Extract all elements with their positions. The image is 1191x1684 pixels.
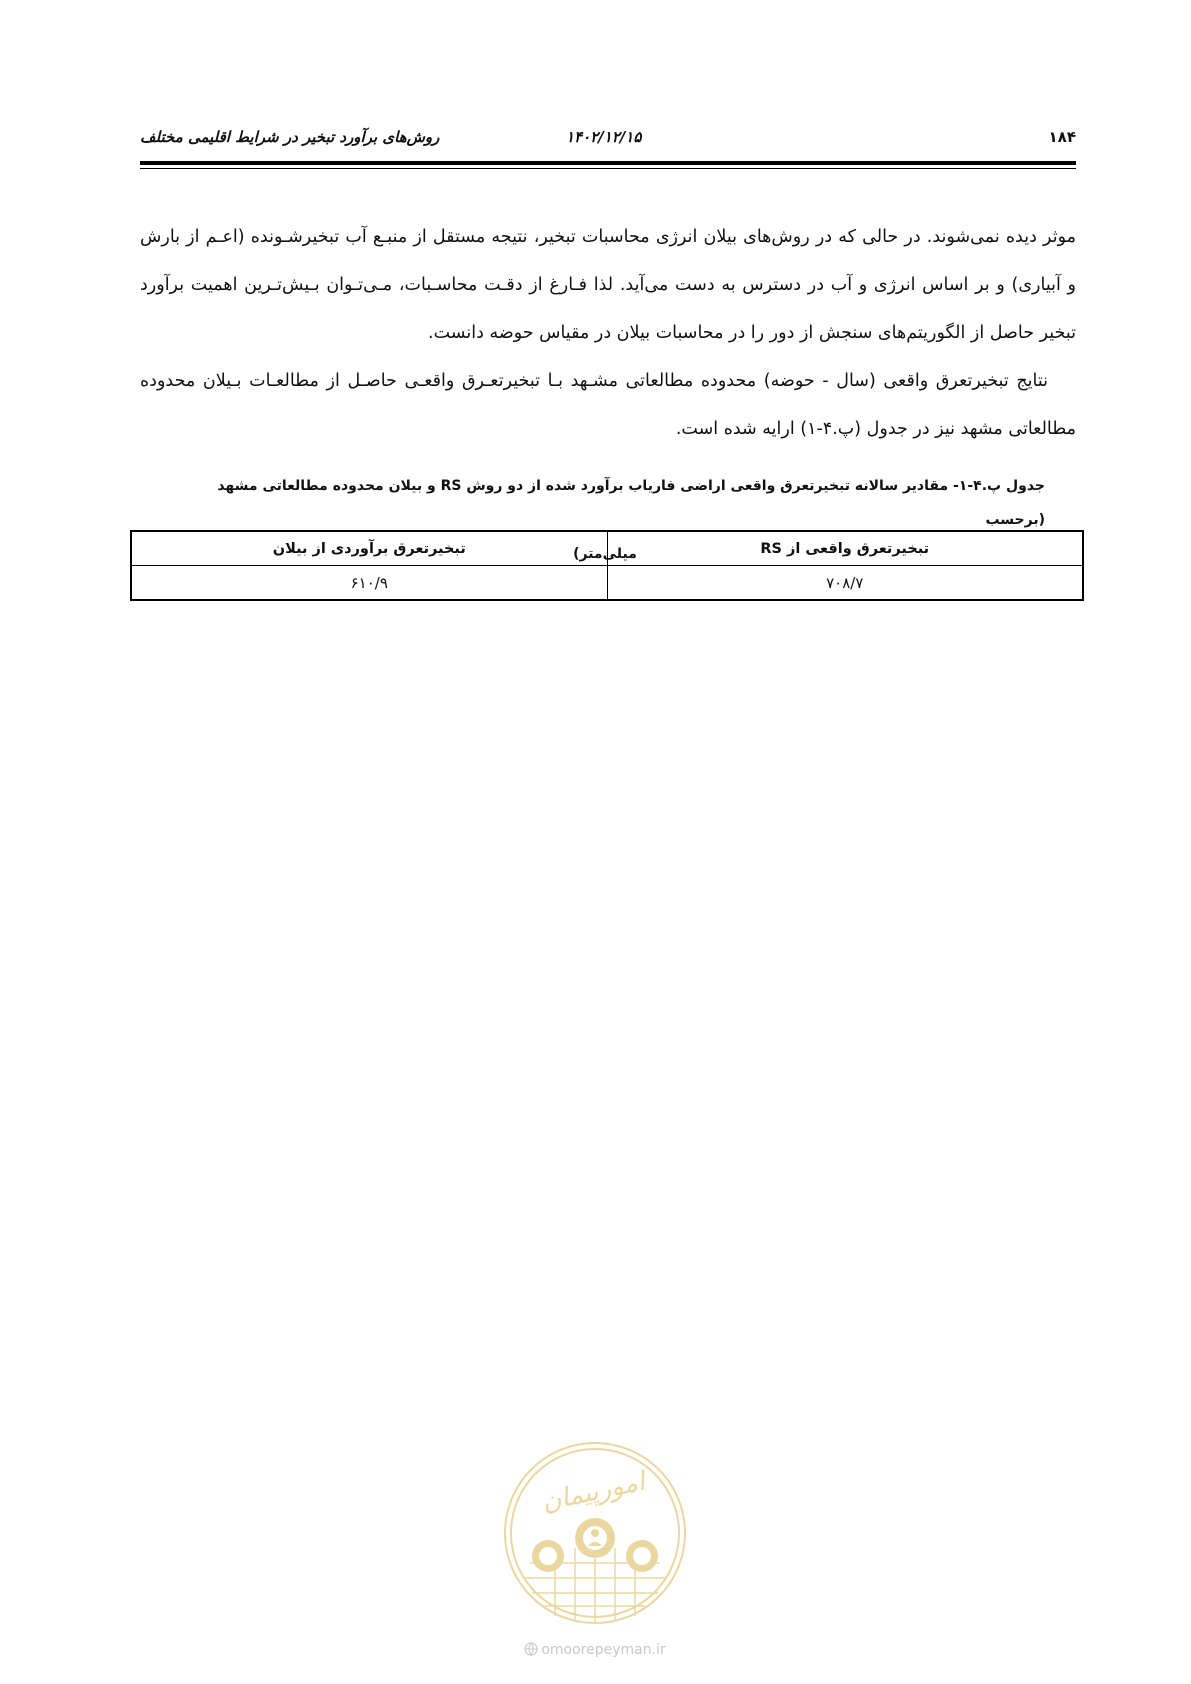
caption-line: جدول پ.۴-۱- مقادیر سالانه تبخیرتعرق واقعی اراضی فاریاب برآورد شده از دو روش RS و بیلان محدوده مطالعاتی مشهد (برحسب <box>217 478 1045 528</box>
table-cell: ۷۰۸/۷ <box>607 566 1083 601</box>
running-title: روش‌های برآورد تبخیر در شرایط اقلیمی مختلف <box>140 128 440 146</box>
header-rule-thin <box>140 168 1076 169</box>
data-table <box>130 530 1084 601</box>
header-date: ۱۴۰۲/۱۲/۱۵ <box>566 128 642 146</box>
url-text: omoorepeyman.ir <box>541 1642 666 1658</box>
watermark-url <box>460 1642 730 1658</box>
logo-script: امورپیمان <box>539 1466 648 1518</box>
paragraph: نتایج تبخیرتعرق واقعی (سال - حوضه) محدوده مطالعاتی مشـهد بـا تبخیرتعـرق واقعـی حاصـل از مطالعـات بـیلان محدوده مطالعاتی مشهد نیز در جدول (پ.۴-۱) ارایه شده است. <box>140 371 1076 439</box>
table-cell: ۶۱۰/۹ <box>131 566 607 601</box>
column-header: تبخیرتعرق برآوردی از بیلان <box>131 531 607 566</box>
paragraph: موثر دیده نمی‌شوند. در حالی که در روش‌های بیلان انرژی محاسبات تبخیر، نتیجه مستقل از منبـع آب تبخیرشـونده (اعـم از بارش و آبیاری) و بر اساس انرژی و آب در دسترس به دست می‌آید. لذا فـارغ از دقـت محاسـبات، مـی‌تـوان بـیش‌تـرین اهمیت برآورد تبخیر حاصل از الگوریتم‌های سنجش از دور را در محاسبات بیلان در مقیاس حوضه دانست. <box>140 227 1076 343</box>
page-number: ۱۸۴ <box>1048 128 1076 146</box>
header-rule <box>140 161 1076 165</box>
watermark-logo <box>500 1438 690 1628</box>
column-header: تبخیرتعرق واقعی از RS <box>607 531 1083 566</box>
table-header-row <box>131 531 1083 566</box>
globe-icon <box>524 1642 538 1656</box>
body-text <box>140 213 1076 453</box>
page-header <box>140 128 1076 152</box>
table-row <box>131 566 1083 601</box>
caption-line: میلی‌متر) <box>573 546 637 562</box>
